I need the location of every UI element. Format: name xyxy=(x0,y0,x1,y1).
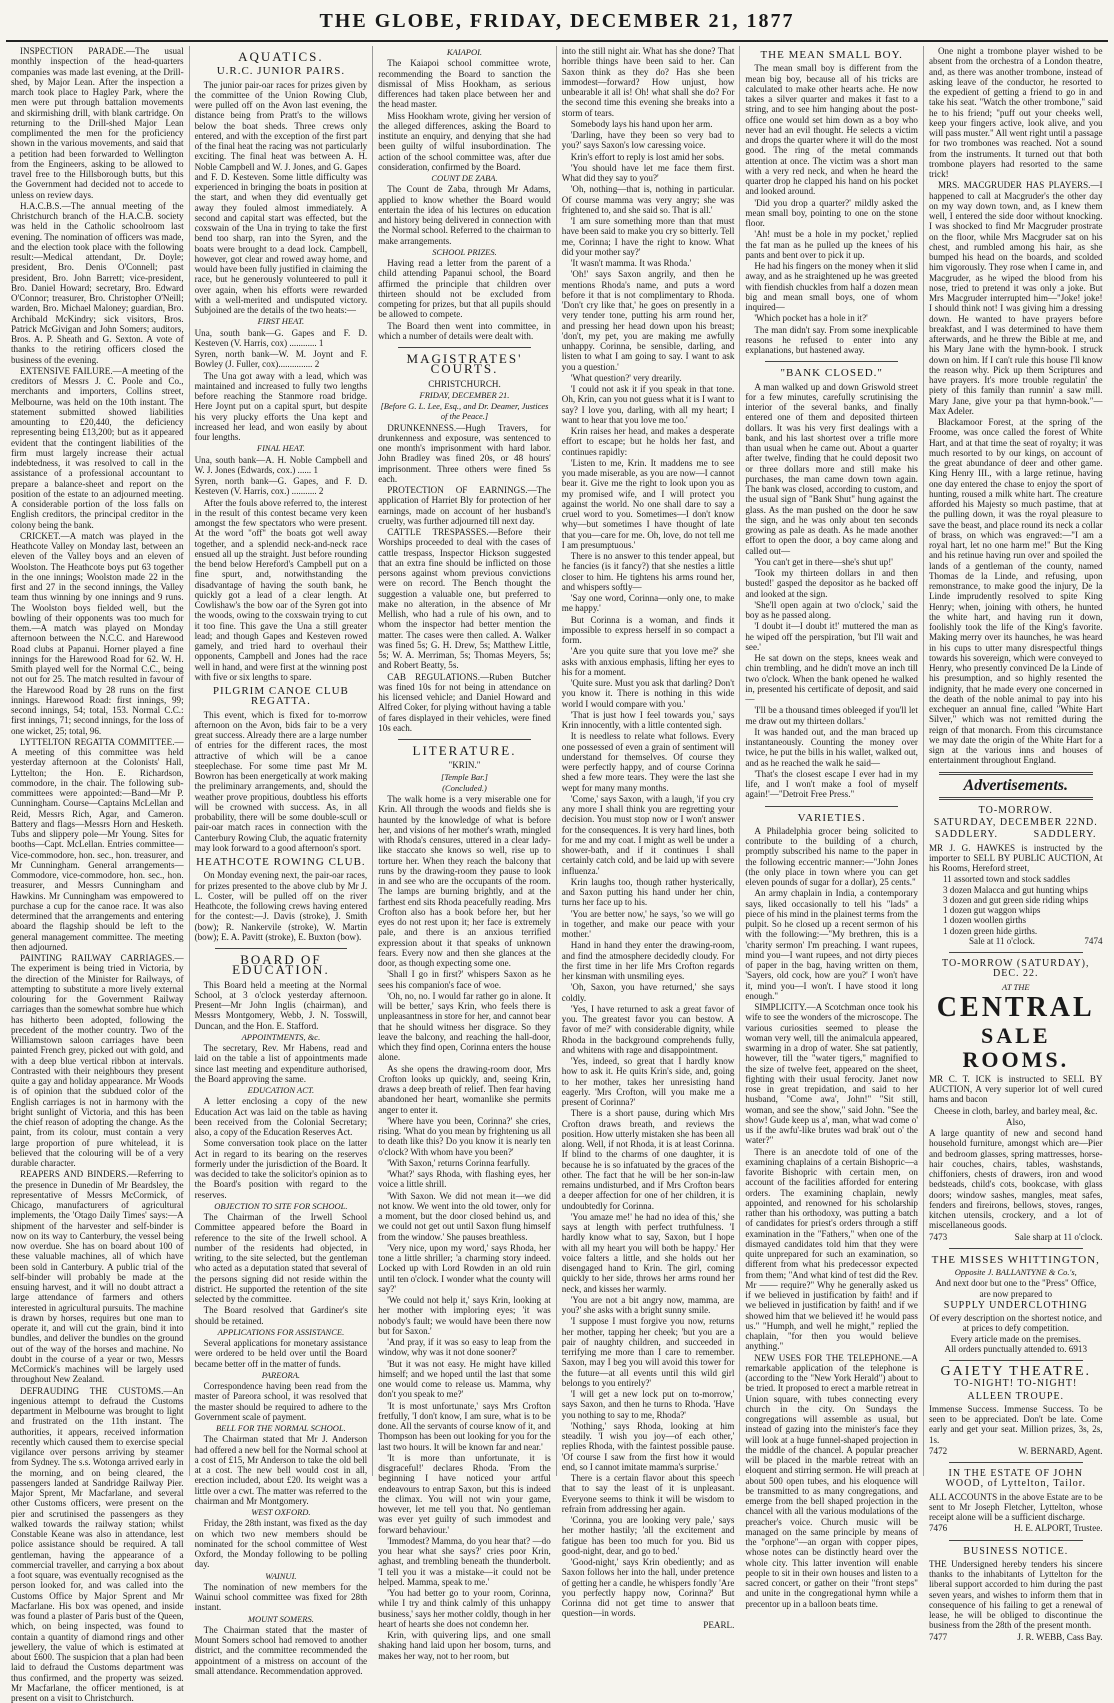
ad-line: ALLEEN TROUPE. xyxy=(929,1392,1103,1402)
columns xyxy=(6,46,1108,1476)
advertisement-business-notice xyxy=(929,1547,1103,1642)
story-paragraph: 'Quite sure. Must you ask that darling? Don't you know it. There is nothing in this wide world I would compare with you.' xyxy=(562,678,735,709)
subheading: WEST OXFORD. xyxy=(195,1507,368,1517)
article-paragraph: A letter enclosing a copy of the new Education Act was laid on the table as having been received from the Colonial Secretary; also, a copy of the Education Reserves Act. xyxy=(195,1096,368,1137)
divider xyxy=(765,361,898,362)
article-paragraph: After the fouls above referred to, the interest in the result of this contest became very keen amongst the few spectators who were present. At the word "off" the boats got well away together, and a splendid neck-and-neck race ensued all up the straight. Just before rounding the bend below Hereford's Campbell put on a fine spurt, and, notwithstanding the disadvantage of having the south bank, he quickly got a lead of a clear length. At Cowlishaw's the bow oar of the Syren got into the woods, owing to the coxswain trying to cut it too fine. This gave the Una a still greater lead; and though Gapes and Kesteven rowed gamely, and tried hard to overhaul their opponents, Campbell and Jones had the race well in hand, and were first at the winning post with five or six lengths to spare. xyxy=(195,498,368,683)
story-paragraph: 'You had better go to your room, Corinna, while I try and think calmly of this unhappy business,' says her mother coldly, though in her heart of hearts she does not condemn her. xyxy=(378,1588,551,1629)
story-paragraph: 'Are you quite sure that you love me?' she asks with anxious emphasis, lifting her eyes to his for a moment. xyxy=(562,646,735,677)
subheading: HEATHCOTE ROWING CLUB. xyxy=(195,857,368,867)
column-5 xyxy=(740,46,924,1476)
ad-number: 6913 xyxy=(1069,1344,1087,1354)
article-paragraph: Some conversation took place on the latter Act in regard to its bearing on the reserves formerly under the jurisdiction of the Board. It was decided to take the solicitor's opinion as to the Board's position with regard to the reserves. xyxy=(195,1138,368,1200)
story-paragraph: Somebody lays his hand upon her arm. xyxy=(562,119,735,129)
story-paragraph: 'Shall I go in first?' whispers Saxon as he sees his companion's face of woe. xyxy=(378,969,551,990)
divider xyxy=(949,952,1083,953)
subheading: BELL FOR THE NORMAL SCHOOL. xyxy=(195,1423,368,1433)
article-paragraph: The nomination of new members for the Wainui school committee was fixed for 28th instant. xyxy=(195,1582,368,1613)
ad-line: SATURDAY, DECEMBER 22ND. xyxy=(929,818,1103,828)
article-paragraph: INSPECTION PARADE.—The usual monthly inspection of the head-quarters companies was made last evening, at the Drill-shed, by Major Lean. After the inspection a march took place to Hagley Park, where the men were put through battalion movements and skirmishing drill, with blank cartridge. On returning to the Drill-shed Major Lean complimented the men for the proficiency shown in the various movements, and said that a petition had been forwarded to Wellington from the Engineers, asking to be allowed to travel free to the Hillsborough butts, but this the Government had decided not to accede to unless on review days. xyxy=(11,46,184,200)
advertisement-central-sale-rooms xyxy=(929,959,1103,1242)
story-paragraph: into the still night air. What has she done? That horrible things have been said to her. Can Saxon think as they do? Has she been immodest—forward? How unjust, how unbearable it all is! Oh! what shall she do? For the second time this evening she breaks into a storm of tears. xyxy=(562,46,735,118)
ad-footer-text: Sale sharp at 11 o'clock. xyxy=(1015,1232,1103,1242)
story-paragraph: 'We could not help it,' says Krin, looking at her mother with imploring eyes; 'it was nobody's fault; we would have been there now but for Saxon.' xyxy=(378,1295,551,1336)
ad-headline: IN THE ESTATE OF JOHN WOOD, of Lyttelton, Tailor. xyxy=(929,1469,1103,1490)
ad-footer-text: All orders punctually attended to. xyxy=(945,1344,1067,1354)
ad-item: 1 dozen woollen girths xyxy=(929,915,1103,925)
story-paragraph: 'I could not ask it if you speak in that tone. Oh, Krin, can you not guess what it is I want to say? I love you, darling, with all my heart; I want to hear that you love me too.' xyxy=(562,384,735,425)
subheading: WAINUI. xyxy=(195,1571,368,1581)
article-paragraph: Several applications for monetary assistance were ordered to be held over until the Board became better off in the matter of funds. xyxy=(195,1338,368,1369)
subheading: APPLICATIONS FOR ASSISTANCE. xyxy=(195,1327,368,1337)
ad-headline: GAIETY THEATRE. xyxy=(929,1367,1103,1377)
article-paragraph: The Board resolved that Gardiner's site should be retained. xyxy=(195,1305,368,1326)
story-paragraph: There is a certain flavor about this speech that to say the least of it is unpleasant. Everyone seems to think it will be wisdom to refrain from addressing her again. xyxy=(562,1473,735,1514)
section-heading-bank: "BANK CLOSED." xyxy=(745,368,918,378)
article-paragraph: MRS. MACGRUDER HAS PLAYERS.—I happened to call at Macgruder's the other day on my way down town, and, as I knew them well, I entered the side door without knocking. I was shocked to find Mr Macgruder prostrate on the floor, while Mrs Macgruder sat on his chest, and rumbled among his hair, as she bumped his head on the boards, and scolded him vigorously. They rose when I came in, and Macgruder, as he wiped the blood from his nose, tried to pretend it was only a joke. But Mrs Macgruder interrupted him—"Joke! joke! I should think not! I was giving him a dressing down. He wanted to have prayers before breakfast, and I was determined to have them afterwards, and he threw the Bible at me, and his Mary Jane with the hymn-book. I struck down on him. If I can't rule this house I'll know the reason why. Pick up them Scriptures and have prayers. It's more trouble regulatin' the piety of this family than runnin' a saw mill. Mary Jane, give your pa that hymn-book."—Max Adeler. xyxy=(929,180,1103,416)
story-paragraph: 'Oh, Saxon, you have returned,' she says coldly. xyxy=(562,982,735,1003)
story-paragraph: 'Oh, nothing—that is, nothing in particular. Of course mamma was very angry; she was frightened to, and she said so. That is all.' xyxy=(562,184,735,215)
ad-item: 3 dozen and gut green side riding whips xyxy=(929,895,1103,905)
divider xyxy=(398,347,531,348)
story-paragraph: Krin laughs too, though rather hysterically, and Saxon putting his hand under her chin, turns her face up to his. xyxy=(562,877,735,908)
ad-body: MR C. T. ICK is instructed to SELL BY AUCTION, A very superior lot of well cured hams and bacon xyxy=(929,1074,1103,1105)
subheading: APPOINTMENTS, &c. xyxy=(195,1032,368,1042)
divider xyxy=(398,739,531,740)
article-paragraph: Having read a letter from the parent of a child attending Papanui school, the Board affirmed the principle that children over thirteen should not be excluded from competing for prizes, but that all pupils should be allowed to compete. xyxy=(378,258,551,320)
article-paragraph: The Chairman stated that the master of Mount Somers school had removed to another district, and the committee recommended the appointment of a mistress on account of the small attendance. Recommendation approved. xyxy=(195,1625,368,1676)
ad-headline: SALE ROOMS. xyxy=(929,1024,1103,1072)
article-paragraph: 'Which pocket has a hole in it?' xyxy=(745,313,918,323)
story-paragraph: 'What?' says Rhoda, with flashing eyes, her voice a little shrill. xyxy=(378,1169,551,1190)
article-paragraph: The Chairman stated that Mr J. Anderson had offered a new bell for the Normal school at a cost of £15, Mr Anderson to take the old bell at a cost. The new bell would cost in all, erection included, about £20. Its weight was a little over a cwt. The matter was referred to the chairman and Mr Montgomery. xyxy=(195,1434,368,1506)
story-paragraph: 'Darling, have they been so very bad to you?' says Saxon's low caressing voice. xyxy=(562,130,735,151)
date-line: FRIDAY, DECEMBER 21. xyxy=(378,390,551,400)
ad-line: are now prepared to xyxy=(929,1289,1103,1299)
article-paragraph: 'Ah! must be a hole in my pocket,' replied the fat man as he pulled up the knees of his pants and bent over to pick it up. xyxy=(745,229,918,260)
story-paragraph: 'And pray, if it was so easy to leap from the window, why was it not done sooner?' xyxy=(378,1337,551,1358)
story-paragraph: 'Oh, no, no. I would far rather go in alone. It will be better,' says Krin, who feels there is unpleasantness in store for her, and cannot bear that he should witness her disgrace. So they leave the balcony, and reaching the hall-door, which they find open, Corinna enters the house alone. xyxy=(378,991,551,1063)
ad-word: SADDLERY. xyxy=(935,830,998,840)
article-paragraph: 'She'll open again at two o'clock,' said the boy as he passed along. xyxy=(745,600,918,621)
divider xyxy=(949,1248,1083,1249)
article-paragraph: It was handed out, and the man braced up instantaneously. Counting the money over twice, he put the bills in his wallet, walked out, and as he reached the walk he said— xyxy=(745,727,918,768)
story-paragraph: 'Good-night,' says Krin obediently; and as Saxon follows her into the hall, under pretence of getting her a candle, he whispers fondly 'Are you perfectly happy now, Corinna?' But Corinna did not get time to answer that question—in words. xyxy=(562,1557,735,1619)
story-paragraph: 'You should have let me face them first. What did they say to you?' xyxy=(562,163,735,184)
article-paragraph: The Board then went into committee, in which a number of details were dealt with. xyxy=(378,321,551,342)
article-paragraph: Miss Hookham wrote, giving her version of the alleged differences, asking the Board to institute an enquiry, and denying that she had been guilty of wilful insubordination. The action of the school committee was, after due consideration, confirmed by the Board. xyxy=(378,111,551,173)
subheading: PILGRIM CANOE CLUB REGATTA. xyxy=(195,686,368,707)
story-paragraph: 'I will get a new lock put on to-morrow,' says Saxon, and then he turns to Rhoda. 'Have you nothing to say to me, Rhoda?' xyxy=(562,1389,735,1420)
advertisement-saddlery xyxy=(929,806,1103,946)
ad-line xyxy=(929,1344,1103,1354)
advertisements-heading: Advertisements. xyxy=(929,781,1103,791)
story-paragraph: 'Very nice, upon my word,' says Rhoda, her tone a little shriller; 'a charming story indeed. Locked up with Lord Rowden in an old ruin until ten o'clock. I wonder what the county will say?' xyxy=(378,1243,551,1294)
ad-word: SADDLERY. xyxy=(1034,830,1097,840)
story-paragraph: The walk home is a very miserable one for Krin. All through the woods and fields she is haunted by the knowledge of what is before her, and visions of her mother's wrath, mingled with Rhoda's censures, uttered in a clear lady-like staccato she knows so well, rise up to torture her. When they reach the balcony that runs by the drawing-room they pause to look in and see who are the occupants of the room. The lamps are burning brightly, and at the farthest end sits Rhoda peacefully reading. Mrs Crofton also has a book before her, but her eyes do not rest upon it; her face is extremely pale, and there is an anxious terrified expression about it that speaks of unknown fears. Every now and then she glances at the door, as though expecting some one. xyxy=(378,794,551,968)
story-paragraph: 'That is just how I feel towards you,' says Krin innocently, with a little contented sigh. xyxy=(562,710,735,731)
ad-footer xyxy=(929,1632,1103,1642)
article-paragraph: EXTENSIVE FAILURE.—A meeting of the creditors of Messrs J. C. Poole and Co., merchants and importers, Collins street, Melbourne, was held on the 10th instant. The statement submitted showed liabilities amounting to £20,440, the deficiency representing being £13,200; but as it appeared evident that the contingent liabilities of the firm must largely increase their actual indebtedness, it was resolved to call in the assistance of a professional accountant to prepare a balance-sheet and report on the position of the estate to an adjourned meeting. A considerable portion of the loss falls on English creditors, the principal creditor in the colony being the bank. xyxy=(11,366,184,530)
article-paragraph: Blackamoor Forest, at the spring of the Froome, was once called the forest of White Hart, and at that time the seat of royalty; it was much resorted to by our kings, on account of the great abundance of deer and other game. King Henry III., with a large retinue, having one day entered the chase to enjoy the sport of hunting, roused a milk white hart. The creature afforded his Majesty so much pastime, that at the pulling down, it was the royal pleasure to save the beast, and place round its neck a collar of brass, on which was engraved:—"I am a royal hart, let no one harm me!" But the King and his retinue having run over and spoiled the lands of a gentleman of the county, named Thomas de la Linde, and refusing, upon remonstrance, to make good the injury, De la Linde imprudently resolved to spite King Henry; when, joining with others, he hunted the white hart, and having run it down, foolishly took the life of the King's favorite. Making merry over its haunches, he was heard in his cups to utter many disrespectful things towards his sovereign, which were conveyed to Henry, who presently convinced De la Linde of his presumption, and so highly resented the indignity, that he made every one concerned in the death of the noble animal to pay into his exchequer an annual fine, called "White Hart Silver," which was not remitted during the reign of that monarch. From this circumstance we may date the origin of the White Hart for a sign at the various inns and houses of entertainment throughout England. xyxy=(929,417,1103,766)
story-source: [Temple Bar.] xyxy=(378,772,551,782)
story-paragraph: 'It is more than unfortunate, it is disgraceful!' declares Rhoda. 'From the beginning I have noticed your artful endeavours to entrap Saxon, but this is indeed the climax. You will not win your game, however, let me tell you that. No gentleman was ever yet guilty of such immodest and forward behaviour.' xyxy=(378,1453,551,1535)
ad-headline: BUSINESS NOTICE. xyxy=(929,1547,1103,1557)
article-paragraph: The man didn't say. From some inexplicable reasons he refused to enter into any explanations, but hastened away. xyxy=(745,325,918,356)
ad-number: 7477 xyxy=(929,1632,947,1642)
story-paragraph: 'Come,' says Saxon, with a laugh, 'if you cry any more I shall think you are regretting your decision. You must stop now or I won't answer for the consequences. It is very hard lines, both for me and my coat. I might as well be under a shower-bath, and if it continues I shall certainly catch cold, and be laid up with severe influenza.' xyxy=(562,794,735,876)
story-paragraph: 'Listen to me, Krin. It maddens me to see you made miserable, as you are now—I cannot bear it. Give me the right to look upon you as my promised wife, and I will protect you against the world. No one shall dare to say a cruel word to you. Sometimes—I don't know why—but sometimes I have thought of late that you—care for me. Oh, love, do not tell me I am presumptuous.' xyxy=(562,458,735,550)
article-paragraph: 'Did you drop a quarter?' mildly asked the mean small boy, pointing to one on the stone floor. xyxy=(745,198,918,229)
article-paragraph: Correspondence having been read from the master of Pareora school, it was resolved that the master should be required to adhere to the Government scale of payment. xyxy=(195,1381,368,1422)
article-paragraph: CATTLE TRESPASSES.—Before their Worships proceeded to deal with the cases of cattle trespass, Inspector Hickson suggested that an extra fine should be inflicted on those persons against whom previous convictions were on record. The Bench thought the suggestion a valuable one, but preferred to make no alteration, in the absence of Mr Mellish, who had a rule of his own, and to whom the inspector had better mention the matter. The cases were then called. A. Walker was fined 5s; G. H. Drew, 5s; Matthew Little, 5s; W. A. Merriman, 5s; Thomas Meyers, 5s; and Robert Beatty, 5s. xyxy=(378,527,551,671)
ad-footer-text: Sale at 11 o'clock. xyxy=(929,936,1035,946)
bench-line: [Before G. L. Lee, Esq., and Dr. Deamer, Justices of the Peace.] xyxy=(378,401,551,422)
article-paragraph: Friday, the 28th instant, was fixed as the day on which two new members should be nominated for the school committee of West Oxford, the Monday following to be polling day. xyxy=(195,1518,368,1569)
subheading: FINAL HEAT. xyxy=(195,443,368,453)
divider xyxy=(215,948,348,949)
article-paragraph: 'I doubt it—I doubt it!' muttered the man as he wiped off the perspiration, 'but I'll wait and see.' xyxy=(745,621,918,652)
ad-body: Immense Success. Immense Success. To be seen to be appreciated. Don't be late. Come early and get your seat. Million prizes, 3s, 2s, 1s. xyxy=(929,1404,1103,1445)
result-line: Una, south bank—A. H. Noble Campbell and W. J. Jones (Edwards, cox.) ...... 1 xyxy=(195,455,368,476)
ad-body: ALL ACCOUNTS in the above Estate are to be sent to Mr Joseph Fletcher, Lyttelton, whose receipt alone will be a sufficient discharge. xyxy=(929,1492,1103,1523)
result-line: Una, south bank—G. Gapes and F. D. Kesteven (V. Harris, cox) ............ 1 xyxy=(195,328,368,349)
story-paragraph: 'Oh!' says Saxon angrily, and then he mentions Rhoda's name, and puts a word before it that is not complimentary to Rhoda. 'Don't cry like that,' he goes on presently in a very tender tone, putting his arm round her, and pressing her head down upon his breast; 'don't, my pet, you are making me awfully unhappy. Corinna, be sensible, darling, and listen to what I am going to say. I want to ask you a question.' xyxy=(562,269,735,372)
section-heading-literature: LITERATURE. xyxy=(378,746,551,756)
article-paragraph: This Board held a meeting at the Normal School, at 3 o'clock yesterday afternoon. Present—Mr John Inglis (chairman), and Messrs Montgomery, Webb, J. N. Tosswill, Duncan, and the Hon. E. Stafford. xyxy=(195,980,368,1031)
article-paragraph: 'You can't get in there—she's shut up!' xyxy=(745,557,918,567)
article-paragraph: He sat down on the steps, knees weak and chin trembling, and he didn't move an inch till two o'clock. When the bank opened he walked in, presented his certificate of deposit, and said— xyxy=(745,653,918,704)
story-paragraph: 'You are not a bit angry now, mamma, are you?' she asks with a bright sunny smile. xyxy=(562,1295,735,1316)
ad-line: SUPPLY UNDERCLOTHING xyxy=(929,1301,1103,1311)
subheading: FIRST HEAT. xyxy=(195,316,368,326)
ad-footer xyxy=(929,1523,1103,1533)
article-paragraph: The Count de Zaba, through Mr Adams, applied to know whether the Board would entertain the idea of his lectures on education and history being delivered in connection with the Normal school. Referred to the chairman to make arrangements. xyxy=(378,184,551,246)
article-paragraph: CAB REGULATIONS.—Ruben Butcher was fined 10s for not being in attendance on his licensed vehicle; and Daniel Howard and Alfred Coker, for plying without having a table of fares displayed in their vehicles, were fined 10s each. xyxy=(378,672,551,734)
ad-body: MR J. G. HAWKES is instructed by the importer to SELL BY PUBLIC AUCTION, At his Rooms, Hereford street, xyxy=(929,843,1103,874)
article-paragraph: REAPERS AND BINDERS.—Referring to the presence in Dunedin of Mr Beardsley, the representative of Messrs McCormick, of Chicago, manufacturers of agricultural implements, the 'Otago Daily Times' says:—A shipment of the harvester and self-binder is now on its way to Canterbury, the vessel being now overdue. She has on board about 100 of these valuable machines, all of which have been sold in Canterbury. A public trial of the self-binder will probably be made at the ensuing harvest, and it will no doubt attract a large attendance of farmers and others interested in agricultural pursuits. The machine is drawn by horses, requires but one man to operate it, and will cut the grain, bind it into bundles, and deliver the bundles on the ground out of the way of the horses and machine. No doubt in the course of a year or two, Messrs McCormick's machines will be largely used throughout New Zealand. xyxy=(11,1169,184,1384)
story-paragraph: 'It wasn't mamma. It was Rhoda.' xyxy=(562,258,735,268)
article-paragraph: The mean small boy is different from the mean big boy, because all of his tricks are calculated to make other hearts ache. He now takes a silver quarter and makes it fast to a string, and to see him hanging about the post-office one would set him down as a boy who never had an evil thought. He selects a victim and drops the quarter where it will do the most good. The ring of the metal commands attention at once. The victim was a short man with a very red neck, and when he heard the quarter drop he clapped his hand on his pocket and looked around. xyxy=(745,63,918,196)
ad-footer xyxy=(929,936,1103,946)
story-paragraph: 'You are better now,' he says, 'so we will go in together, and make our peace with your mother.' xyxy=(562,909,735,940)
article-paragraph: This event, which is fixed for to-morrow afternoon on the Avon, bids fair to be a very great success. Already there are a large number of entries for the different races, the most attractive of which will be a canoe steeplechase. For some time past Mr M. Bowron has been energetically at work making the preliminary arrangements, and, should the weather prove propitious, doubtless his efforts will be crowned with success. As, in all probability, there will be some double-scull or pair-oar match races in connection with the Canterbury Rowing Club, the aquatic fraternity may look forward to a good afternoon's sport. xyxy=(195,710,368,854)
story-paragraph: 'I suppose I must forgive you now, returns her mother, tapping her cheek; 'but you are a pair of naughty children, and succeeded in terrifying me more than I care to remember. Saxon, may I beg you will avoid this tower for the future—at all events until this wild girl belongs to you entirely?' xyxy=(562,1316,735,1388)
article-paragraph: The Una got away with a lead, which was maintained and increased to fully two lengths before reaching the Stanmore road bridge. Here Joynt put on a capital spurt, but despite his very plucky efforts the Una kept and increased her lead, and won easily by about four lengths. xyxy=(195,371,368,443)
story-paragraph: Krin's effort to reply is lost amid her sobs. xyxy=(562,152,735,162)
article-paragraph: LYTTELTON REGATTA COMMITTEE.—A meeting of this committee was held yesterday afternoon at the Colonists' Hall, Lyttelton; the Hon. E. Richardson, commodore, in the chair. The following sub-committees were appointed:—Band—Mr P. Cunningham. Course—Captains McLellan and Reid, Messrs Rich, Agar, and Cameron. Battery and flags—Messrs Horn and Hesketh. Tubs and slippery pole—Mr Young. Sites for booths—Capt. McLellan. Entries committee—Vice-commodore, hon. sec., hon. treasurer, and Mr Cunningham. General arrangements—Commodore, vice-commodore, hon. sec., hon. treasurer, and Messrs Cunningham and Hawkins. Mr Cunningham was empowered to purchase a cup for the canoe race. It was also determined that the arrangements and entering aboard the flagship should be left to the general management committee. The meeting then adjourned. xyxy=(11,737,184,952)
ad-item: 1 dozen gut waggon whips xyxy=(929,905,1103,915)
article-paragraph: H.A.C.B.S.—The annual meeting of the Christchurch branch of the H.A.C.B. society was held in the Catholic schoolroom last evening. The nomination of officers was made, and the election took place with the following result:—Medical attendant, Dr. Doyle; president, Bro. Denis O'Connell; past president, Bro. John Barrett; vice-president, Bro. Daniel Howard; secretary, Bro. Edward O'Connor; treasurer, Bro. Christopher O'Neill; warden, Bro. Michael Maloney; guardian, Bro. Archibald McKindry; sick visitors, Bros. Patrick McGivigan and John Somers; auditors, Bros. A. P. Sheath and G. Sexton. A vote of thanks to the retiring officers closed the business of the evening. xyxy=(11,201,184,365)
advertisement-gaiety-theatre xyxy=(929,1367,1103,1456)
story-paragraph: 'Nothing,' says Rhoda, looking at him steadily. 'I wish you joy—of each other,' replies Rhoda, with the faintest possible pause. 'Of course I saw from the first how it would end, so I cannot imitate mamma's surprise.' xyxy=(562,1421,735,1472)
article-paragraph: The secretary, Rev. Mr Habens, read and laid on the table a list of appointments made since last meeting and expenditure authorised, the Board approving the same. xyxy=(195,1043,368,1084)
divider xyxy=(939,797,1093,800)
story-paragraph: 'I am sure something more than that must have been said to make you cry so bitterly. Tell me, Corinna; I have the right to know. What did your mother say?' xyxy=(562,216,735,257)
article-paragraph: The junior pair-oar races for prizes given by the committee of the Union Rowing Club, were pulled off on the Avon last evening, the distance being from Pratt's to the willows below the boat sheds. Three crews only entered, and with the exception of the first part of the final heat the racing was not particularly exciting. The final heat was between A. H. Noble Campbell and W. J. Jones, and G. Gapes and F. D. Kesteven. Some little difficulty was experienced in bringing the boats in position at the start, and when they did eventually get away they fouled almost immediately. A second and capital start was effected, but the coxswain of the Una in trying to take the first bend too sharp, ran into the Syren, and the boats were brought to a dead lock. Campbell, however, got clear and rowed away home, and would have been fully justified in claiming the race, but he generously volunteered to pull it over again, when his efforts were rewarded with a well-merited and undisputed victory. Subjoined are the details of the two heats:— xyxy=(195,80,368,316)
article-paragraph: The Kaiapoi school committee wrote, recommending the Board to sanction the dismissal of Miss Hookham, as serious differences had taken place between her and the head master. xyxy=(378,58,551,109)
article-paragraph: An army chaplain in India, a contemporary says, liked occasionally to tell his "lads" a piece of his mind in the plainest terms from the pulpit. So he closed up a recent sermon of his with the following:—"My brethren, this is a 'charity sermon' I'm preaching. I want rupees, mind you—I want rupees, and not dirty pieces of paper in the bag, having written on them, 'Sayers, old cock, how are you?' I won't have it, mind you—I won't. I have stood it long enough." xyxy=(745,888,918,1001)
ad-line: AT THE xyxy=(929,982,1103,992)
subheading: OBJECTION TO SITE FOR SCHOOL. xyxy=(195,1201,368,1211)
ad-body: Also, xyxy=(929,1117,1103,1127)
story-paragraph: But Corinna is a woman, and finds it impossible to express herself in so compact a form. xyxy=(562,615,735,646)
ad-line: TO-MORROW. xyxy=(929,806,1103,816)
article-paragraph: On Monday evening next, the pair-oar races, for prizes presented to the above club by Mr J. L. Coster, will be pulled off on the river Heathcote, the following crews having entered for the contest:—J. Davis (stroke), J. Smith (bow); R. Nankervile (stroke), W. Martin (bow); E. A. Pavitt (stroke), E. Buxton (bow). xyxy=(195,870,368,942)
story-paragraph: Krin, with quivering lips, and one small shaking hand laid upon her bosom, turns, and makes her way, not to her room, but xyxy=(378,1630,551,1661)
ad-item: 11 assorted town and stock saddles xyxy=(929,874,1103,884)
article-paragraph: DRUNKENNESS.—Hugh Travers, for drunkenness and exposure, was sentenced to one month's imprisonment with hard labor. John Bradley was fined 20s, or 48 hours' imprisonment. Three others were fined 5s each. xyxy=(378,423,551,485)
article-paragraph: PAINTING RAILWAY CARRIAGES.—The experiment is being tried in Victoria, by the direction of the Minister for Railways, of attempting to substitute a more lively external colouring for the Government Railway carriages than the somewhat sombre hue which has hitherto been adopted, following the precedent of the mother country. Two of the Williamstown saloon carriages have been painted French grey, picked out with gold, and with a deep blue vertical ribbon at intervals. Contrasted with their neighbours they present quite a gay and holiday appearance. Mr Woods is of opinion that the subdued color of the English carriages is not in harmony with the bright sunlight of Victoria, and this has been the chief reason of adopting the change. As the paint, from its colour, must contain a very large proportion of pure whitelead, it is believed that the colouring will be of a very durable character. xyxy=(11,953,184,1168)
divider xyxy=(765,806,898,807)
ad-body: Cheese in cloth, barley, and barley meal, &c. xyxy=(929,1106,1103,1116)
ad-line: TO-NIGHT! TO-NIGHT! xyxy=(929,1379,1103,1389)
ad-line: Of every description on the shortest notice, and at prices to defy competition. xyxy=(929,1313,1103,1334)
ad-body: THE Undersigned hereby tenders his sincere thanks to the inhabitants of Lyttelton for the liberal support accorded to him during the past seven years, and wishes to inform them that in consequence of his failing to get a renewal of lease, he will be obliged to discontinue the business from the 28th of the present month. xyxy=(929,1559,1103,1631)
masthead-title: THE GLOBE, FRIDAY, DECEMBER 21, 1877 xyxy=(6,10,1108,33)
ad-signature: H. E. ALPORT, Trustee. xyxy=(1014,1523,1102,1533)
article-paragraph: CRICKET.—A match was played in the Heathcote Valley on Monday last, between an eleven of the Valley boys and an eleven of Woolston. The Heathcote boys put 63 together in the one innings; Woolston made 22 in the first and 27 in the second innings, the Valley team thus winning by one innings and 9 runs. The Woolston boys fielded well, but the bowling of their opponents was too much for them.—A match was played on Monday afternoon between the N.C.C. and Harewood Road clubs at Papanui. Horner played a fine innings for the Harewood Road for 62. W. H. Smith played well for the Normal C.C., being not out for 25. The match resulted in favour of the Harewood Road by 28 runs on the first innings. Harewood Road: first innings, 99; second innings, 54; total, 153. Normal C.C.: first innings, 71; second innings, for the loss of one wicket, 25; total, 96. xyxy=(11,531,184,736)
section-heading-magistrates: MAGISTRATES' COURTS. xyxy=(378,354,551,375)
ad-number: 7476 xyxy=(929,1523,947,1533)
subheading: EDUCATION ACT. xyxy=(195,1085,368,1095)
article-paragraph: The Chairman of the Irwell School Committee appeared before the Board in reference to the site of the Irwell school. A number of the residents had objected, in writing, to the site selected, but the gentleman who acted as a deputation stated that several of the persons signing did not reside within the district. He supported the retention of the site selected by the committee. xyxy=(195,1212,368,1304)
divider xyxy=(949,1462,1083,1463)
ad-line xyxy=(929,830,1103,840)
article-paragraph: A Philadelphia grocer being solicited to contribute to the building of a church, promptly subscribed his name to the paper in the following eccentric manner:—"John Jones (the only place in town where you can get eleven pounds of sugar for a dollar), 25 cents." xyxy=(745,826,918,888)
story-paragraph: 'Immodest? Mamma, do you hear that? —do you hear what she says?' cries poor Krin, aghast, and trembling beneath the thunderbolt. 'I tell you it was a mistake—it could not be helped. Mamma, speak to me.' xyxy=(378,1536,551,1587)
subheading: CHRISTCHURCH. xyxy=(378,379,551,389)
story-paragraph: 'But it was not easy. He might have killed himself; and we hoped until the last that some one would come to release us. Mamma, why don't you speak to me?' xyxy=(378,1359,551,1400)
story-paragraph: 'Corinna, you are looking very pale,' says her mother hastily; 'all the excitement and fatigue has been too much for you. Bid us good-night, dear, and go to bed.' xyxy=(562,1515,735,1556)
ad-line: Every article made on the premises. xyxy=(929,1334,1103,1344)
subheading: PAREORA. xyxy=(195,1370,368,1380)
divider xyxy=(949,1360,1083,1361)
ad-body: A large quantity of new and second hand household furniture, amongst which are—Pier and bedroom glasses, spring mattresses, horse-hair couches, chairs, tables, washstands, chiffoniers, chests of drawers, iron and wood bedsteads, child's cots, bookcase, with glass doors; window sashes, mangles, meat safes, fenders and fireirons, bellows, stoves, ranges, kitchen utensils, crockery, and a lot of miscellaneous goods. xyxy=(929,1128,1103,1231)
story-paragraph: 'What question?' very drearily. xyxy=(562,373,735,383)
subheading: MOUNT SOMERS. xyxy=(195,1614,368,1624)
story-concluded: (Concluded.) xyxy=(378,783,551,793)
article-paragraph: SIMPLICITY.—A Scotchman once took his wife to see the wonders of the microscope. The various curiosities seemed to please the woman very well, till the animalcula appeared, swarming in a drop of water. She sat patiently, however, till the "water tigers," magnified to the size of twelve feet, appeared on the sheet, fighting with their usual ferocity. Janet now rose in great trepidation, and said to her husband, "Come awa', John!" "Sit still, woman, and see the show," said John. "See the show! Gude keep us a', man, what wad come o' us if the awfu'-like brutes wad brak' out o' the water?" xyxy=(745,1002,918,1146)
story-paragraph: Hand in hand they enter the drawing-room, and find the atmosphere decidedly cloudy. For the first time in her life Mrs Crofton regards her kinsman with unsmiling eyes. xyxy=(562,940,735,981)
story-paragraph: It is needless to relate what follows. Every one possessed of even a grain of sentiment will understand for themselves. Of course they were perfectly happy, and of course Corinna shed a few more tears. They were the last she wept for many many months. xyxy=(562,731,735,793)
ad-number: 7474 xyxy=(1084,936,1102,946)
article-paragraph: There is an anecdote told of one of the examining chaplains of a certain Bishopric—a favorite Bishopric with certain men, on account of the facilities afforded for entering orders. The examining chaplain, newly appointed, and renowned for his scholarship rather than his orthodoxy, was putting a batch of candidates for priest's orders through a stiff examination in the "Fathers," when one of the dismayed candidates told him that they were quite unprepared for such an examination, so different from what his predecessor expected from them; "And what kind of test did the Rev. Mr —— require?" Why he generally asked us if we believed in justification by faith! and if we believed in justification by faith! and if we showed him that we believed it! he would pass us." "Humph, and well he might," replied the chaplain, "for then you would believe anything." xyxy=(745,1147,918,1352)
masthead xyxy=(6,4,1108,42)
subheading: U.R.C. JUNIOR PAIRS. xyxy=(195,66,368,76)
ad-footer xyxy=(929,1446,1103,1456)
story-paragraph: 'Yes, I have returned to ask a great favor of you. The greatest favor you can bestow. A favor of me?' with considerable dignity, while Rhoda in the background comprehends fully, and whitens with rage and disappointment. xyxy=(562,1004,735,1055)
article-paragraph: He had his fingers on the money when it slid away, and as he straightened up he was greeted with fiendish chuckles from half a dozen mean big and mean small boys, one of whom inquired— xyxy=(745,261,918,312)
advertisement-whittington xyxy=(929,1255,1103,1354)
ad-line: And next door but one to the "Press" Office, xyxy=(929,1278,1103,1288)
author-signature: PEARL. xyxy=(562,1620,735,1630)
ad-number: 7472 xyxy=(929,1446,947,1456)
story-paragraph: 'It is most unfortunate,' says Mrs Crofton fretfully, 'I don't know, I am sure, what is to be done. All the servants of course know of it, and Thompson has been out looking for you for the last two hours. It will be known far and near.' xyxy=(378,1401,551,1452)
ad-line: Opposite J. BALLANTYNE & Co.'s, xyxy=(929,1267,1103,1277)
article-paragraph: 'That's the closest escape I ever had in my life, and I won't make a fool of myself again!'—"Detroit Free Press." xyxy=(745,769,918,800)
subheading: SCHOOL PRIZES. xyxy=(378,247,551,257)
story-paragraph: 'Where have you been, Corinna?' she cries, rising. 'What do you mean by frightening us all to death like this? Do you know it is nearly ten o'clock? With whom have you been?' xyxy=(378,1116,551,1157)
story-paragraph: As she opens the drawing-room door, Mrs Crofton looks up quickly, and, seeing Krin, draws a deep breath of relief. Then fear having abandoned her heart, womanlike she permits anger to enter it. xyxy=(378,1064,551,1115)
column-4 xyxy=(557,46,741,1476)
story-paragraph: 'With Saxon,' returns Corinna fearfully. xyxy=(378,1158,551,1168)
divider xyxy=(939,772,1093,775)
subheading: COUNT DE ZABA. xyxy=(378,173,551,183)
story-paragraph: Krin raises her head, and makes a desperate effort to escape; but he holds her fast, and continues rapidly: xyxy=(562,426,735,457)
story-paragraph: 'Say one word, Corinna—only one, to make me happy.' xyxy=(562,593,735,614)
story-title: "KRIN." xyxy=(378,760,551,770)
result-line: Syren, north bank—W. M. Joynt and F. Bowley (J. Fuller, cox)............... 2 xyxy=(195,349,368,370)
story-paragraph: There is no answer to this tender appeal, but he fancies (is it fancy?) that she nestles a little closer to him. He tightens his arms round her, and whispers softly— xyxy=(562,551,735,592)
story-paragraph: 'With Saxon. We did not mean it—we did not know. We went into the old tower, only for a moment, but the door closed behind us, and we could not get out until Saxon flung himself from the window.' She pauses breathless. xyxy=(378,1191,551,1242)
ad-signature: J. R. WEBB, Cass Bay. xyxy=(1017,1632,1102,1642)
ad-line: TO-MORROW (SATURDAY), DEC. 22. xyxy=(929,959,1103,980)
section-heading-mean-boy: THE MEAN SMALL BOY. xyxy=(745,50,918,60)
ad-headline: CENTRAL xyxy=(929,994,1103,1022)
section-heading-varieties: VARIETIES. xyxy=(745,813,918,823)
section-heading-aquatics: AQUATICS. xyxy=(195,52,368,62)
ad-signature: W. BERNARD, Agent. xyxy=(1018,1446,1102,1456)
story-paragraph: There is a short pause, during which Mrs Crofton draws breath, and reviews the position. How utterly mistaken she has been all along. Well, if not Rhoda, it is at least Corinna. If blind to the charms of one daughter, it is because he is so infatuated by the graces of the other. The fact that he will be her son-in-law remains undisturbed, and if Mrs Crofton bears a deeper affection for one of her children, it is undoubtedly for Corinna. xyxy=(562,1108,735,1211)
story-paragraph: 'Yes, indeed, so great that I hardly know how to ask it. He quits Krin's side, and, going to her mother, takes her unresisting hand eagerly. 'Mrs Crofton, will you make me a present of Corinna?' xyxy=(562,1056,735,1107)
advertisement-estate-notice xyxy=(929,1469,1103,1534)
ad-footer xyxy=(929,1232,1103,1242)
divider xyxy=(949,1540,1083,1541)
article-paragraph: NEW USES FOR THE TELEPHONE.—A remarkable application of the telephone is (according to the "New York Herald") about to be tried. It proposed to erect a marble retreat in Union square, with tubes connecting every church in the city. On Sundays the congregations will assemble as usual, but instead of gazing into the minister's face they will look at a huge funnel-shaped projection in the middle of the chancel. A popular preacher will be placed in the marble retreat with an eloquent and stirring sermon. He will preach at about 500 open tubes, and his eloquence will be transmitted to as many congregations, and emerge from the bell shaped projection in the chancel with all the various modulations of the preacher's voice. Church music will be managed on the same principle by means of the "orphone"—an organ with copper pipes, whose notes can be distinctly heard over the whole city. This latter invention will enable people to sit in their own houses and listen to a sacred concert, or gather on their "front steps" and unite in the congregational hymn while a precentor up in a balloon beats time. xyxy=(745,1353,918,1609)
subheading: KAIAPOI. xyxy=(378,47,551,57)
article-paragraph: A man walked up and down Griswold street for a few minutes, carefully scrutinising the interior of the several banks, and finally entered one of them and deposited thirteen dollars. It was his very first dealings with a bank, and his last shortest over a trifle more than usual when he came out. About a quarter after twelve, finding that he could deposit two or three dollars more and still make his purchases, the man came down town again. The bank was closed, according to custom, and the usual sign of "Bank Shut" hung against the glass. As the man pushed on the door he saw the sign, and he was only about ten seconds growing as pale as death. As he made another effort to open the door, a boy came along and called out— xyxy=(745,382,918,556)
article-paragraph: PROTECTION OF EARNINGS.—The application of Harriet Bly for protection of her earnings, made on account of her husband's cruelty, was further adjourned till next day. xyxy=(378,485,551,526)
article-paragraph: 'I'll be a thousand times obleeged if you'll let me draw out my thirteen dollars.' xyxy=(745,705,918,726)
ad-number: 7473 xyxy=(929,1232,947,1242)
column-2 xyxy=(190,46,374,1476)
story-paragraph: 'You amaze me!' he had no idea of this,' she says at length with perfect truthfulness. 'I hardly know what to say, Saxon, but I hope with all my heart you will both be happy.' Her voice falters a little, and she holds out her disengaged hand to Krin. The girl, coming quickly to her side, throws her arms round her neck, and kisses her warmly. xyxy=(562,1212,735,1294)
article-paragraph: 'Took my thirteen dollars in and then busted!' gasped the depositor as he backed off and looked at the sign. xyxy=(745,568,918,599)
column-6 xyxy=(924,46,1108,1476)
article-paragraph: One night a trombone player wished to be absent from the orchestra of a London theatre, and, as there was another trombone, instead of asking leave of the conductor, he resorted to the expedient of getting a friend to go in and take his seat. "Watch the other trombone," said he to his friend; "puff out your cheeks well, keep your fingers active, look alive, and you will pass muster." All went right until a passage for two trombones was reached. Not a sound from the instruments. It turned out that both trombone players had resorted to the same trick! xyxy=(929,46,1103,179)
column-1 xyxy=(6,46,190,1476)
result-line: Syren, north bank—G. Gapes, and F. D. Kesteven (V. Harris, cox.) ........... 2 xyxy=(195,476,368,497)
section-heading-board: BOARD OF EDUCATION. xyxy=(195,955,368,976)
ad-item: 3 dozen Malacca and gut hunting whips xyxy=(929,885,1103,895)
article-paragraph: DEFRAUDING THE CUSTOMS.—An ingenious attempt to defraud the Customs department in Melbourne was brought to light and frustrated on the 11th instant. The authorities, it appears, received information recently which caused them to exercise special vigilance over persons arriving by steamer from Sydney. The s.s. Wotonga arrived early in the morning, and on being cleared, the passengers landed at Sandridge Railway Pier. Major Sprent, Mr Macfarlane, and several other Customs officers, were present on the pier and scrutinised the passengers as they walked towards the railway station; whilst Constable Keane was also in attendance, lest police assistance should be required. A tall gentleman, having the appearance of a commercial traveller, and carrying a box about a foot square, was eventually recognised as the person looked for, and was called into the Customs Office by Major Sprent and Mr Macfarlane. His box was opened, and inside was found a plaster of Paris bust of the Queen, which, on being inspected, was found to contain a quantity of diamond rings and other jewellery, the value of which is estimated at about £600. The suspicion that a plan had been laid to defraud the Customs department was thus confirmed, and the property was seized. Mr Macfarlane, the officer mentioned, is at present on a visit to Christchurch. xyxy=(11,1386,184,1703)
ad-headline: THE MISSES WHITTINGTON, xyxy=(929,1255,1103,1265)
column-3 xyxy=(373,46,557,1476)
ad-item: 1 dozen green hide girths. xyxy=(929,926,1103,936)
